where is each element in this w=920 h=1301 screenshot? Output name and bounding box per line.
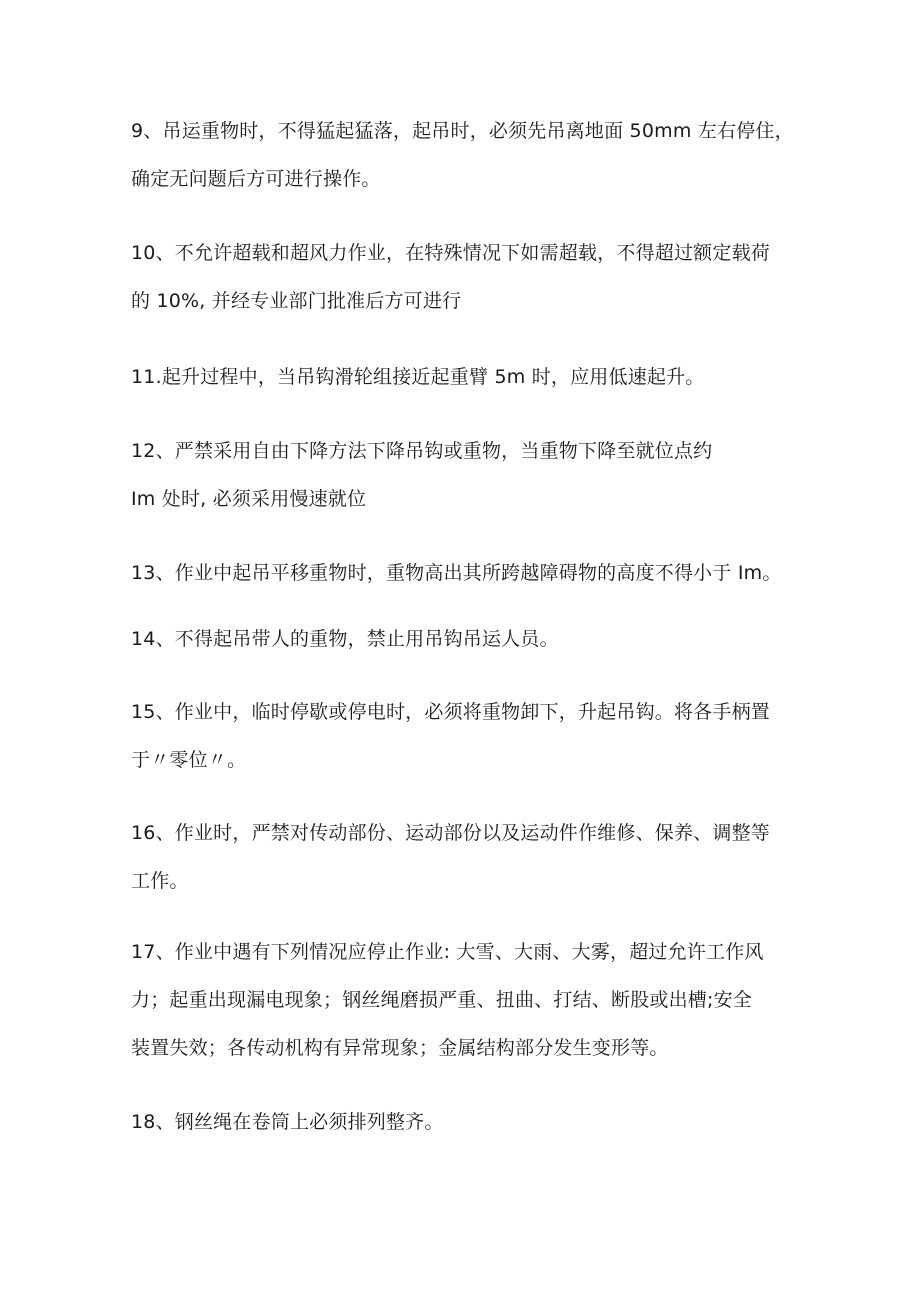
paragraph-line: 的 10%, 并经专业部门批准后方可进行 <box>131 290 462 312</box>
paragraph-line: 14、不得起吊带人的重物，禁止用吊钩吊运人员。 <box>131 628 559 650</box>
paragraph-line: 16、作业时，严禁对传动部份、运动部份以及运动件作维修、保养、调整等 <box>131 822 770 844</box>
paragraph-line: 于〃零位〃。 <box>131 749 247 771</box>
paragraph-line: 12、严禁采用自由下降方法下降吊钩或重物，当重物下降至就位点约 <box>131 440 713 462</box>
paragraph-line: 11.起升过程中，当吊钩滑轮组接近起重臂 5m 时，应用低速起升。 <box>131 366 705 388</box>
paragraph-line: 17、作业中遇有下列情况应停止作业: 大雪、大雨、大雾，超过允许工作风 <box>131 941 764 963</box>
paragraph-line: 装置失效；各传动机构有异常现象；金属结构部分发生变形等。 <box>131 1037 669 1059</box>
paragraph-line: Im 处时, 必须采用慢速就位 <box>131 488 367 510</box>
paragraph-line: 工作。 <box>131 870 189 892</box>
paragraph-line: 力；起重出现漏电现象；钢丝绳磨损严重、扭曲、打结、断股或出槽;安全 <box>131 989 753 1011</box>
paragraph-line: 10、不允许超载和超风力作业，在特殊情况下如需超载，不得超过额定载荷 <box>131 242 770 264</box>
paragraph-line: 确定无问题后方可进行操作。 <box>131 168 381 190</box>
paragraph-line: 15、作业中，临时停歇或停电时，必须将重物卸下，升起吊钩。将各手柄置 <box>131 701 770 723</box>
paragraph-line: 9、吊运重物时，不得猛起猛落，起吊时，必须先吊离地面 50mm 左右停住， <box>131 120 794 142</box>
paragraph-line: 13、作业中起吊平移重物时，重物高出其所跨越障碍物的高度不得小于 Im。 <box>131 562 782 584</box>
paragraph-line: 18、钢丝绳在卷筒上必须排列整齐。 <box>131 1111 444 1133</box>
